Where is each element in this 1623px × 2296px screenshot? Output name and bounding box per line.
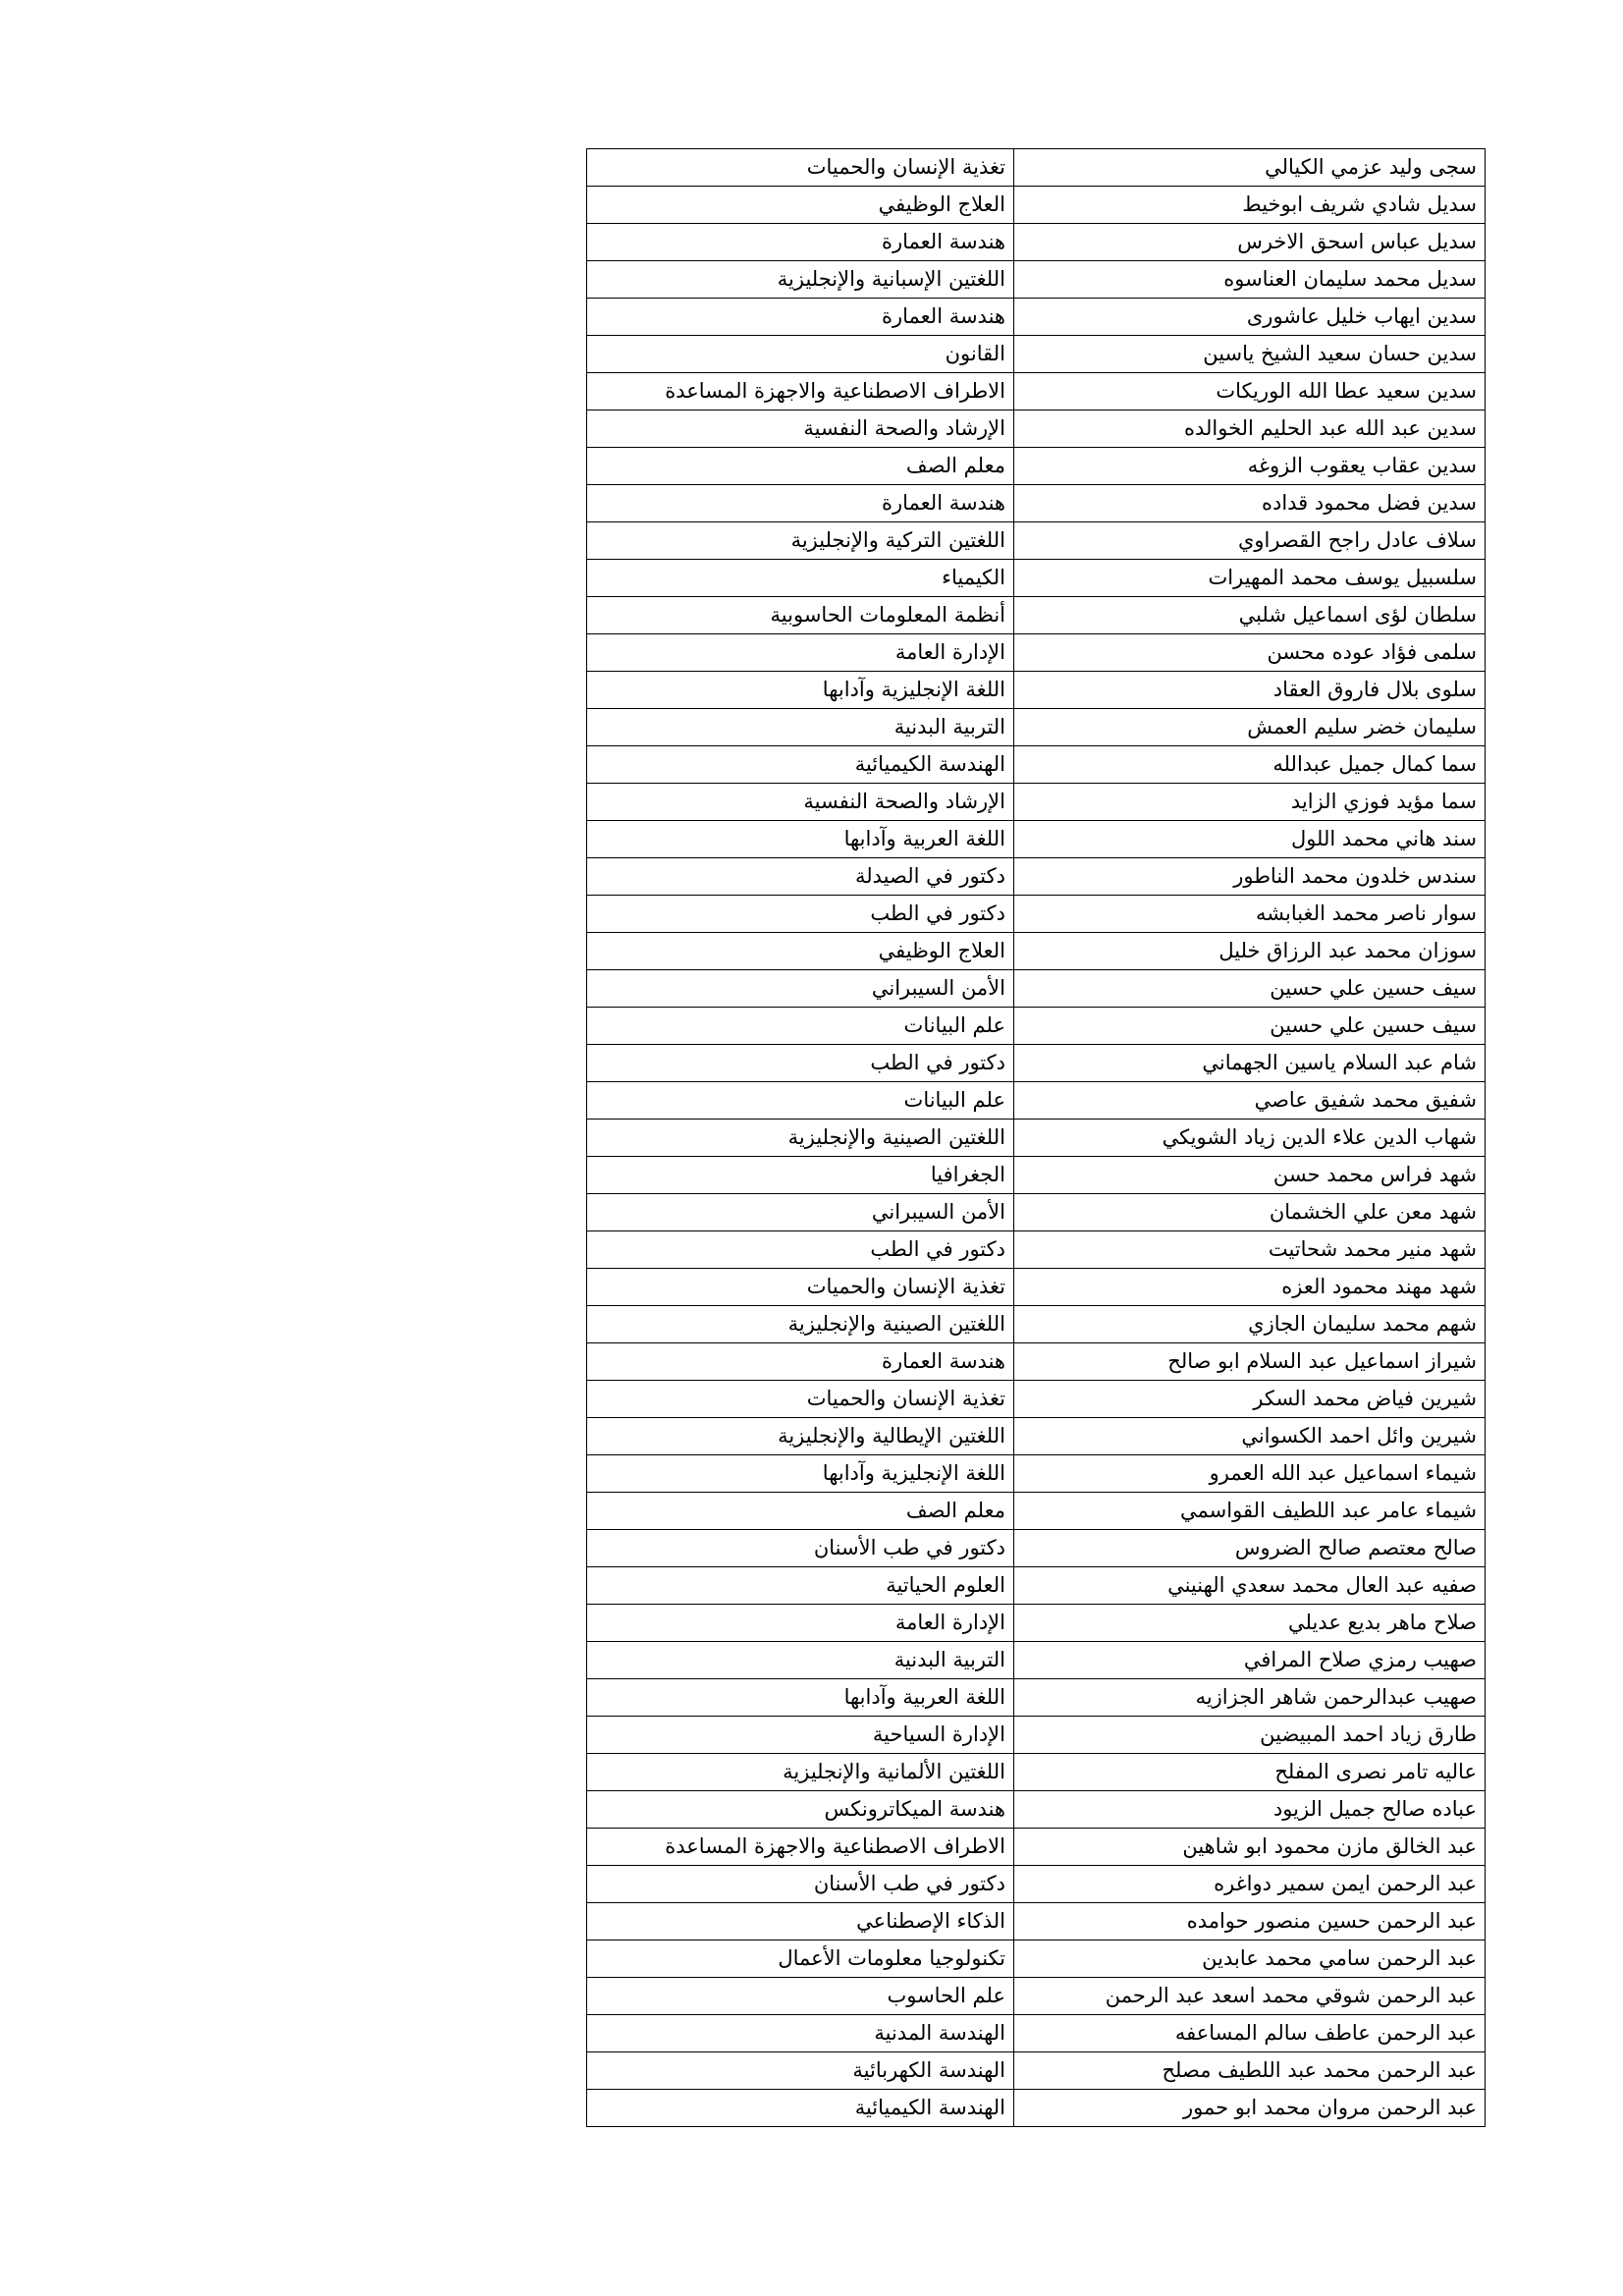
major-cell: معلم الصف xyxy=(587,1493,1014,1530)
student-name-cell: سندس خلدون محمد الناطور xyxy=(1014,858,1486,896)
table-row xyxy=(587,2052,1486,2090)
major-cell: اللغتين الإيطالية والإنجليزية xyxy=(587,1418,1014,1455)
table-row xyxy=(587,1941,1486,1978)
student-name-cell: سيف حسين علي حسين xyxy=(1014,1008,1486,1045)
table-row xyxy=(587,1605,1486,1642)
table-row xyxy=(587,1567,1486,1605)
table-row xyxy=(587,1157,1486,1194)
table-row xyxy=(587,1343,1486,1381)
table-row xyxy=(587,1082,1486,1120)
major-cell: اللغتين الصينية والإنجليزية xyxy=(587,1120,1014,1157)
major-cell: معلم الصف xyxy=(587,448,1014,485)
major-cell: اللغتين الصينية والإنجليزية xyxy=(587,1306,1014,1343)
table-row xyxy=(587,2090,1486,2127)
table-row xyxy=(587,2015,1486,2052)
table-row xyxy=(587,858,1486,896)
student-name-cell: شهم محمد سليمان الجازي xyxy=(1014,1306,1486,1343)
major-cell: دكتور في الطب xyxy=(587,896,1014,933)
student-name-cell: صهيب عبدالرحمن شاهر الجزازيه xyxy=(1014,1679,1486,1717)
table-row xyxy=(587,1381,1486,1418)
table-row xyxy=(587,634,1486,672)
major-cell: اللغة الإنجليزية وآدابها xyxy=(587,672,1014,709)
major-cell: العلاج الوظيفي xyxy=(587,187,1014,224)
major-cell: الأمن السيبراني xyxy=(587,970,1014,1008)
major-cell: علم البيانات xyxy=(587,1082,1014,1120)
student-name-cell: شيماء عامر عبد اللطيف القواسمي xyxy=(1014,1493,1486,1530)
table-row xyxy=(587,1008,1486,1045)
table-row xyxy=(587,1045,1486,1082)
table-row xyxy=(587,746,1486,784)
table-row xyxy=(587,1679,1486,1717)
student-name-cell: عبد الرحمن حسين منصور حوامده xyxy=(1014,1903,1486,1941)
student-name-cell: سجى وليد عزمي الكيالي xyxy=(1014,149,1486,187)
major-cell: الإدارة العامة xyxy=(587,1605,1014,1642)
major-cell: هندسة العمارة xyxy=(587,299,1014,336)
table-row xyxy=(587,485,1486,522)
table-row xyxy=(587,1418,1486,1455)
student-name-cell: سليمان خضر سليم العمش xyxy=(1014,709,1486,746)
major-cell: الجغرافيا xyxy=(587,1157,1014,1194)
major-cell: التربية البدنية xyxy=(587,1642,1014,1679)
major-cell: اللغتين التركية والإنجليزية xyxy=(587,522,1014,560)
table-row xyxy=(587,970,1486,1008)
student-name-cell: عبد الرحمن سامي محمد عابدين xyxy=(1014,1941,1486,1978)
table-body xyxy=(587,149,1486,2127)
major-cell: الهندسة المدنية xyxy=(587,2015,1014,2052)
major-cell: علم الحاسوب xyxy=(587,1978,1014,2015)
table-row xyxy=(587,448,1486,485)
student-name-cell: شام عبد السلام ياسين الجهماني xyxy=(1014,1045,1486,1082)
table-row xyxy=(587,299,1486,336)
table-row xyxy=(587,373,1486,410)
table-row xyxy=(587,597,1486,634)
student-name-cell: سديل عباس اسحق الاخرس xyxy=(1014,224,1486,261)
table-row xyxy=(587,1791,1486,1829)
major-cell: تكنولوجيا معلومات الأعمال xyxy=(587,1941,1014,1978)
student-name-cell: سلسبيل يوسف محمد المهيرات xyxy=(1014,560,1486,597)
major-cell: هندسة الميكاترونكس xyxy=(587,1791,1014,1829)
table-row xyxy=(587,672,1486,709)
student-name-cell: شفيق محمد شفيق عاصي xyxy=(1014,1082,1486,1120)
student-name-cell: صالح معتصم صالح الضروس xyxy=(1014,1530,1486,1567)
table-row xyxy=(587,1903,1486,1941)
student-name-cell: سما كمال جميل عبدالله xyxy=(1014,746,1486,784)
student-name-cell: سدين فضل محمود قداده xyxy=(1014,485,1486,522)
major-cell: الاطراف الاصطناعية والاجهزة المساعدة xyxy=(587,373,1014,410)
student-name-cell: عاليه تامر نصرى المفلح xyxy=(1014,1754,1486,1791)
major-cell: اللغة الإنجليزية وآدابها xyxy=(587,1455,1014,1493)
table-row xyxy=(587,1642,1486,1679)
major-cell: الإدارة السياحية xyxy=(587,1717,1014,1754)
table-row xyxy=(587,1829,1486,1866)
table-row xyxy=(587,1306,1486,1343)
student-name-cell: عباده صالح جميل الزيود xyxy=(1014,1791,1486,1829)
table-row xyxy=(587,1530,1486,1567)
student-name-cell: سدين عقاب يعقوب الزوغه xyxy=(1014,448,1486,485)
table-row xyxy=(587,410,1486,448)
table-row xyxy=(587,560,1486,597)
table-row xyxy=(587,1194,1486,1231)
student-name-cell: سديل شادي شريف ابوخيط xyxy=(1014,187,1486,224)
major-cell: الإرشاد والصحة النفسية xyxy=(587,784,1014,821)
table-row xyxy=(587,1493,1486,1530)
student-name-cell: صفيه عبد العال محمد سعدي الهنيني xyxy=(1014,1567,1486,1605)
major-cell: دكتور في الطب xyxy=(587,1231,1014,1269)
student-major-table xyxy=(586,148,1486,2127)
student-name-cell: صلاح ماهر بديع عديلي xyxy=(1014,1605,1486,1642)
student-name-cell: سوزان محمد عبد الرزاق خليل xyxy=(1014,933,1486,970)
major-cell: الهندسة الكهربائية xyxy=(587,2052,1014,2090)
table-row xyxy=(587,784,1486,821)
student-name-cell: عبد الرحمن شوقي محمد اسعد عبد الرحمن xyxy=(1014,1978,1486,2015)
student-name-cell: عبد الرحمن عاطف سالم المساعفه xyxy=(1014,2015,1486,2052)
major-cell: أنظمة المعلومات الحاسوبية xyxy=(587,597,1014,634)
student-name-cell: سما مؤيد فوزي الزايد xyxy=(1014,784,1486,821)
major-cell: الهندسة الكيميائية xyxy=(587,746,1014,784)
major-cell: دكتور في الطب xyxy=(587,1045,1014,1082)
major-cell: الأمن السيبراني xyxy=(587,1194,1014,1231)
student-name-cell: شيماء اسماعيل عبد الله العمرو xyxy=(1014,1455,1486,1493)
major-cell: الإدارة العامة xyxy=(587,634,1014,672)
major-cell: علم البيانات xyxy=(587,1008,1014,1045)
table-row xyxy=(587,896,1486,933)
student-name-cell: سلطان لؤى اسماعيل شلبي xyxy=(1014,597,1486,634)
student-name-cell: عبد الرحمن مروان محمد ابو حمور xyxy=(1014,2090,1486,2127)
table-row xyxy=(587,821,1486,858)
student-name-cell: شيرين فياض محمد السكر xyxy=(1014,1381,1486,1418)
student-name-cell: سديل محمد سليمان العناسوه xyxy=(1014,261,1486,299)
table-row xyxy=(587,709,1486,746)
table-row xyxy=(587,1978,1486,2015)
student-name-cell: شهد معن علي الخشمان xyxy=(1014,1194,1486,1231)
student-name-cell: سدين حسان سعيد الشيخ ياسين xyxy=(1014,336,1486,373)
student-name-cell: سند هاني محمد اللول xyxy=(1014,821,1486,858)
student-name-cell: شهد منير محمد شحاتيت xyxy=(1014,1231,1486,1269)
table-row xyxy=(587,1717,1486,1754)
table-row xyxy=(587,1120,1486,1157)
student-name-cell: شهد فراس محمد حسن xyxy=(1014,1157,1486,1194)
student-name-cell: عبد الخالق مازن محمود ابو شاهين xyxy=(1014,1829,1486,1866)
major-cell: الاطراف الاصطناعية والاجهزة المساعدة xyxy=(587,1829,1014,1866)
major-cell: دكتور في الصيدلة xyxy=(587,858,1014,896)
major-cell: التربية البدنية xyxy=(587,709,1014,746)
major-cell: الإرشاد والصحة النفسية xyxy=(587,410,1014,448)
student-name-cell: سلوى بلال فاروق العقاد xyxy=(1014,672,1486,709)
major-cell: الكيمياء xyxy=(587,560,1014,597)
student-name-cell: صهيب رمزي صلاح المرافي xyxy=(1014,1642,1486,1679)
student-name-cell: سلمى فؤاد عوده محسن xyxy=(1014,634,1486,672)
student-name-cell: طارق زياد احمد المبيضين xyxy=(1014,1717,1486,1754)
table-row xyxy=(587,1455,1486,1493)
student-name-cell: عبد الرحمن محمد عبد اللطيف مصلح xyxy=(1014,2052,1486,2090)
major-cell: دكتور في طب الأسنان xyxy=(587,1866,1014,1903)
table-row xyxy=(587,224,1486,261)
major-cell: هندسة العمارة xyxy=(587,224,1014,261)
student-name-cell: شيرين وائل احمد الكسواني xyxy=(1014,1418,1486,1455)
major-cell: العلوم الحياتية xyxy=(587,1567,1014,1605)
student-name-cell: سدين عبد الله عبد الحليم الخوالده xyxy=(1014,410,1486,448)
major-cell: هندسة العمارة xyxy=(587,1343,1014,1381)
table-row xyxy=(587,1231,1486,1269)
major-cell: الهندسة الكيميائية xyxy=(587,2090,1014,2127)
student-name-cell: سدين سعيد عطا الله الوريكات xyxy=(1014,373,1486,410)
major-cell: دكتور في طب الأسنان xyxy=(587,1530,1014,1567)
student-name-cell: سدين ايهاب خليل عاشورى xyxy=(1014,299,1486,336)
table-row xyxy=(587,933,1486,970)
major-cell: تغذية الإنسان والحميات xyxy=(587,1269,1014,1306)
table-row xyxy=(587,522,1486,560)
student-name-cell: سيف حسين علي حسين xyxy=(1014,970,1486,1008)
major-cell: تغذية الإنسان والحميات xyxy=(587,149,1014,187)
student-name-cell: سوار ناصر محمد الغبابشه xyxy=(1014,896,1486,933)
major-cell: اللغتين الإسبانية والإنجليزية xyxy=(587,261,1014,299)
table-row xyxy=(587,1866,1486,1903)
table-row xyxy=(587,1754,1486,1791)
student-name-cell: شيراز اسماعيل عبد السلام ابو صالح xyxy=(1014,1343,1486,1381)
student-name-cell: عبد الرحمن ايمن سمير دواغره xyxy=(1014,1866,1486,1903)
table-row xyxy=(587,149,1486,187)
student-name-cell: شهاب الدين علاء الدين زياد الشويكي xyxy=(1014,1120,1486,1157)
student-name-cell: سلاف عادل راجح القصراوي xyxy=(1014,522,1486,560)
major-cell: اللغة العربية وآدابها xyxy=(587,1679,1014,1717)
student-name-cell: شهد مهند محمود العزه xyxy=(1014,1269,1486,1306)
table-row xyxy=(587,261,1486,299)
table-row xyxy=(587,336,1486,373)
major-cell: القانون xyxy=(587,336,1014,373)
major-cell: اللغة العربية وآدابها xyxy=(587,821,1014,858)
major-cell: تغذية الإنسان والحميات xyxy=(587,1381,1014,1418)
major-cell: هندسة العمارة xyxy=(587,485,1014,522)
table-row xyxy=(587,187,1486,224)
table-row xyxy=(587,1269,1486,1306)
major-cell: اللغتين الألمانية والإنجليزية xyxy=(587,1754,1014,1791)
major-cell: العلاج الوظيفي xyxy=(587,933,1014,970)
major-cell: الذكاء الإصطناعي xyxy=(587,1903,1014,1941)
